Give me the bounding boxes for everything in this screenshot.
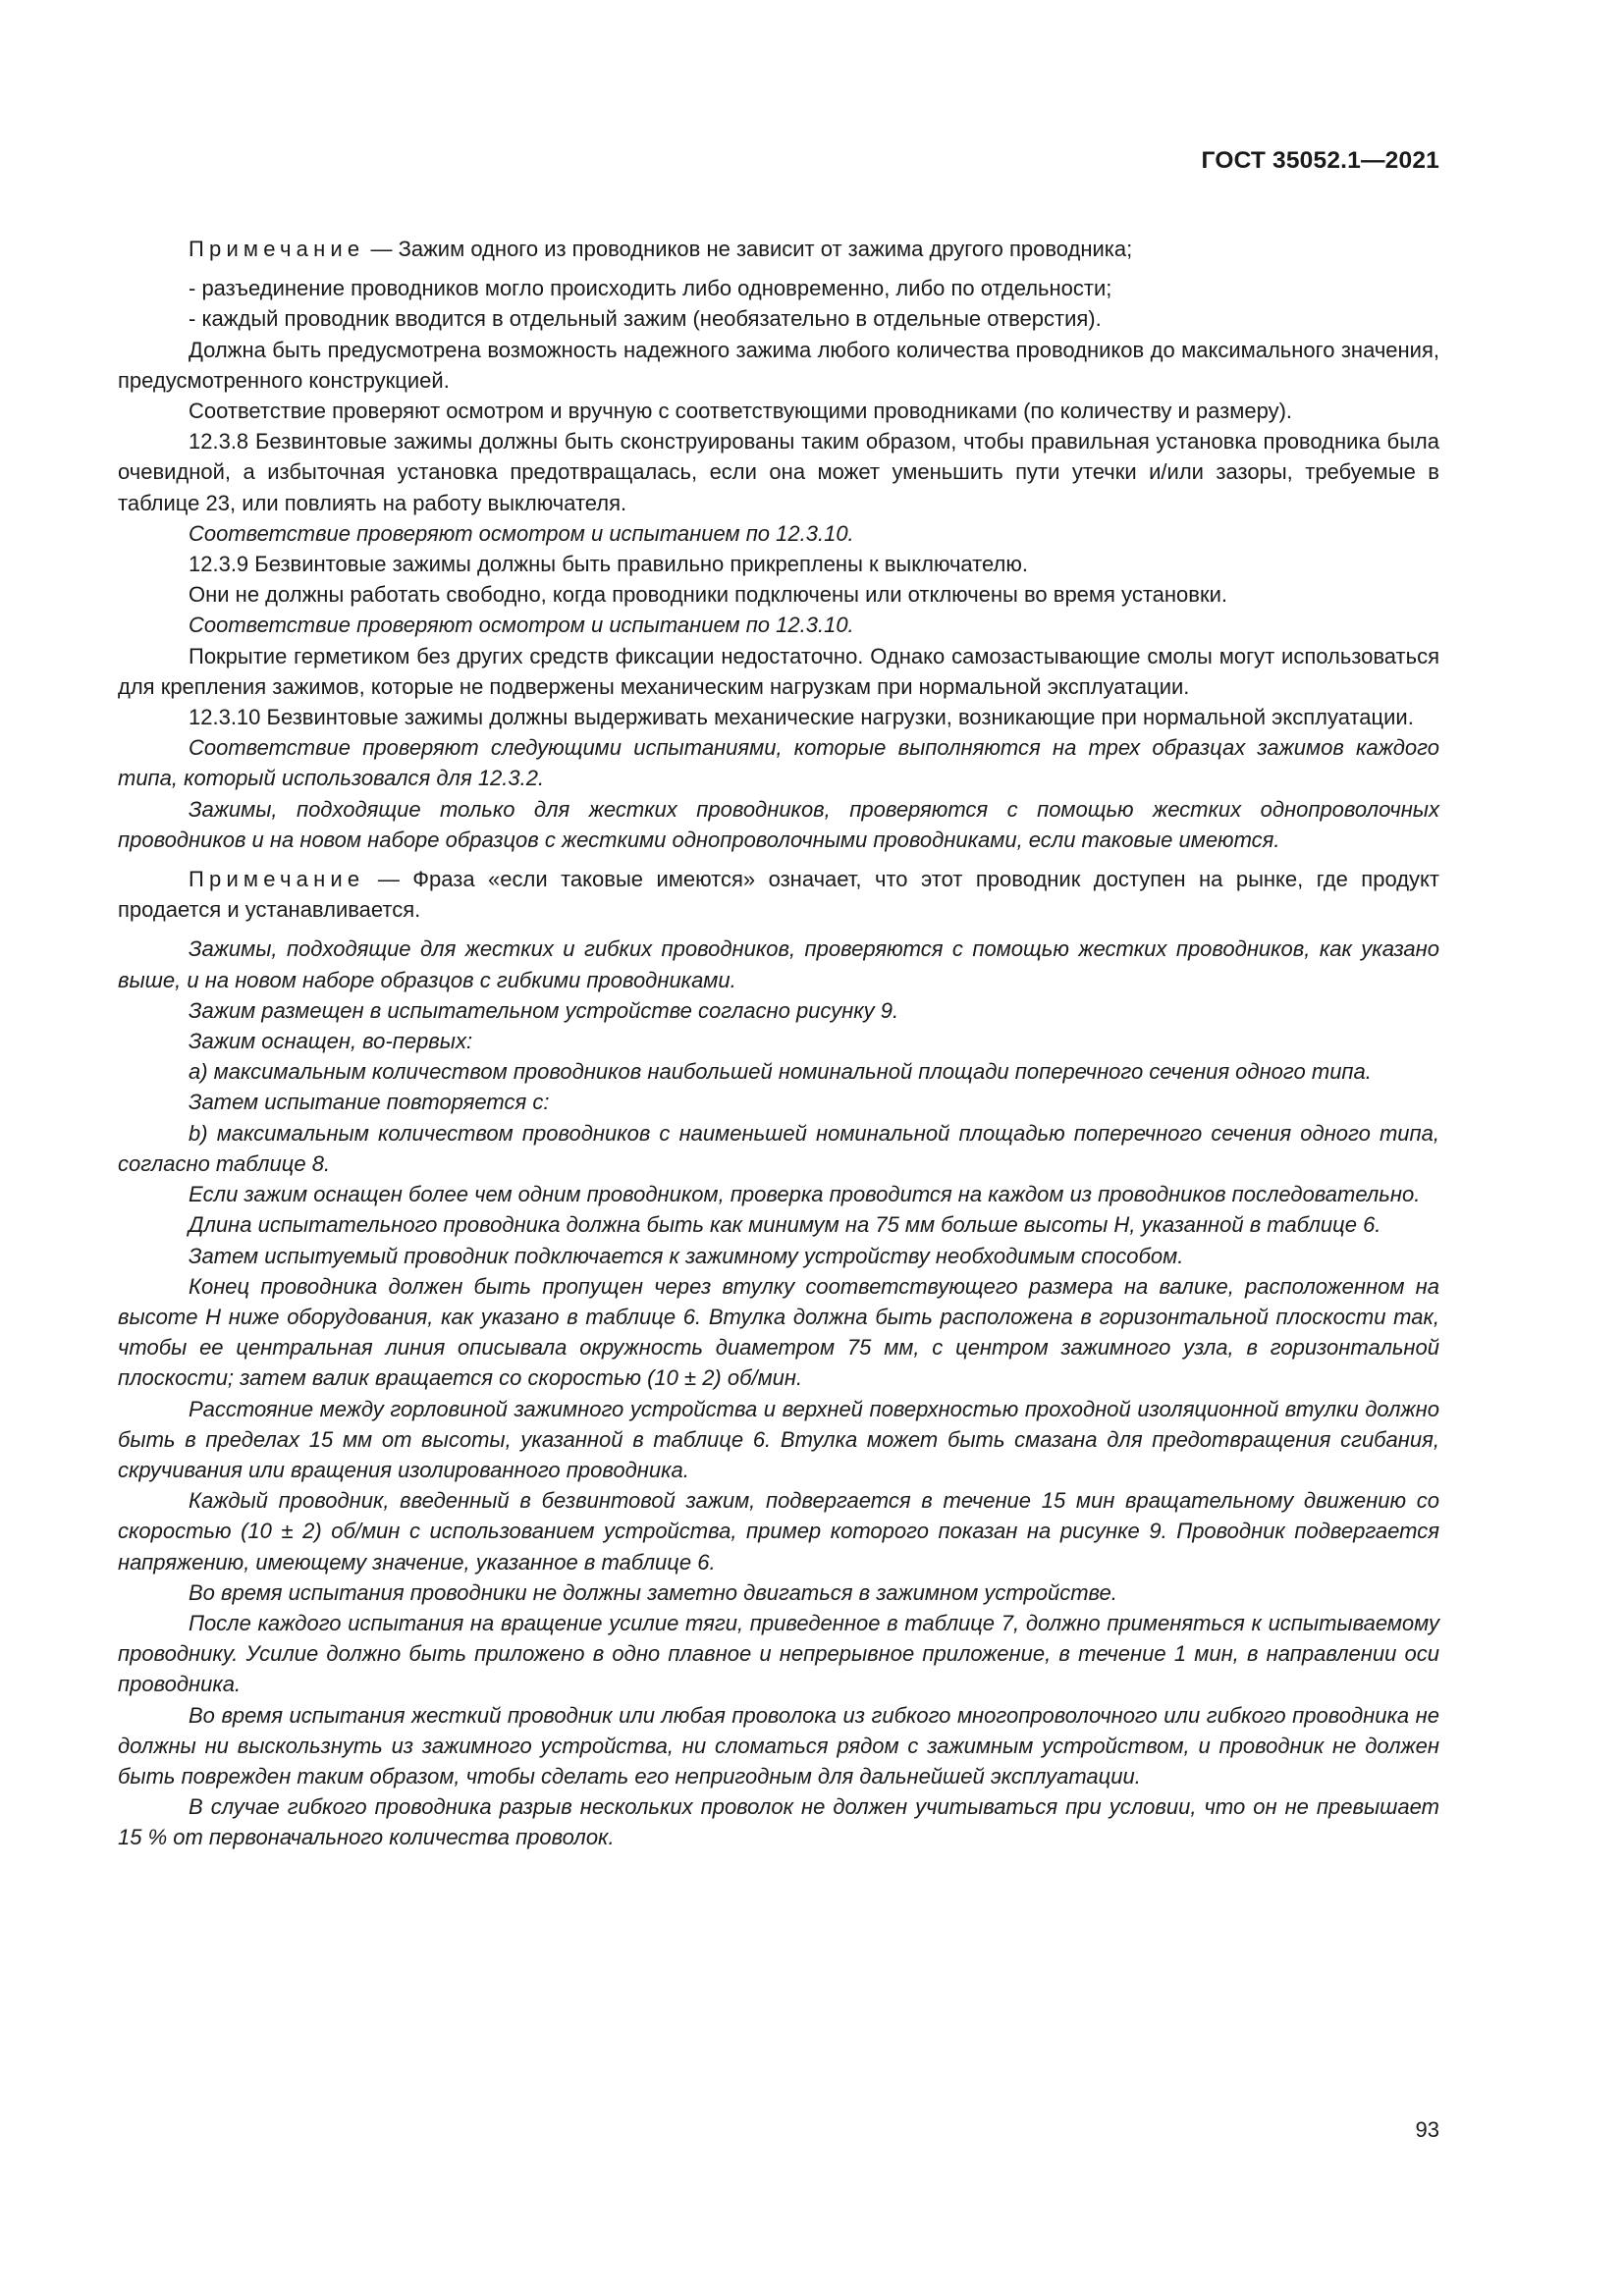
test-paragraph: Во время испытания жесткий проводник или любая проволока из гибкого многопроволочного или гибкого проводника не должны ни выскользнуть из зажимного устройства, ни сломаться рядом с зажимным устройством, и проводник не должен быть поврежден таким образом, чтобы сделать его непригодным для дальнейшей эксплуатации.: [118, 1702, 1439, 1789]
body-paragraph: Покрытие герметиком без других средств фиксации недостаточно. Однако самозастывающие смолы могут использоваться для крепления зажимов, которые не подвержены механическим нагрузкам при нормальной эксплуатации.: [118, 643, 1439, 699]
note-text: — Фраза «если таковые имеются» означает, что этот проводник доступен на рынке, где продукт продается и устанавливается.: [118, 867, 1439, 923]
clause-12-3-9-paragraph: 12.3.9 Безвинтовые зажимы должны быть правильно прикреплены к выключателю.: [189, 552, 1028, 577]
note-paragraph: [118, 234, 1439, 264]
test-paragraph: Зажим оснащен, во-первых:: [189, 1029, 473, 1054]
dash-list-item: - разъединение проводников могло происходить либо одновременно, либо по отдельности;: [189, 276, 1112, 301]
body-paragraph: Соответствие проверяют осмотром и вручную с соответствующими проводниками (по количеству и размеру).: [189, 399, 1293, 424]
note-paragraph: [118, 864, 1439, 925]
body-paragraph: Они не должны работать свободно, когда проводники подключены или отключены во время установки.: [189, 582, 1227, 608]
test-paragraph: Расстояние между горловиной зажимного устройства и верхней поверхностью проходной изоляционной втулки должно быть в пределах 15 мм от высоты, указанной в таблице 6. Втулка может быть смазана для предотвращения сгибания, скручивания или вращения изолированного проводника.: [118, 1396, 1439, 1482]
test-paragraph: После каждого испытания на вращение усилие тяги, приведенное в таблице 7, должно применяться к испытываемому проводнику. Усилие должно быть приложено в одно плавное и непрерывное приложение, в течение 1 мин, в направлении оси проводника.: [118, 1610, 1439, 1697]
test-list-item: a) максимальным количеством проводников наибольшей номинальной площади поперечного сечения одного типа.: [189, 1059, 1372, 1085]
document-id-header: ГОСТ 35052.1—2021: [1201, 147, 1439, 174]
note-text: — Зажим одного из проводников не зависит от зажима другого проводника;: [364, 237, 1133, 261]
dash-list-item: - каждый проводник вводится в отдельный зажим (необязательно в отдельные отверстия).: [189, 306, 1102, 332]
compliance-paragraph: Соответствие проверяют осмотром и испытанием по 12.3.10.: [189, 520, 854, 546]
test-paragraph: Зажимы, подходящие только для жестких проводников, проверяются с помощью жестких однопроволочных проводников и на новом наборе образцов с жесткими однопроволочными проводниками, если таковые имеются.: [118, 796, 1439, 852]
test-paragraph: Каждый проводник, введенный в безвинтовой зажим, подвергается в течение 15 мин вращательному движению со скоростью (10 ± 2) об/мин с использованием устройства, пример которого показан на рисунке 9. Проводник подвергается напряжению, имеющему значение, указанное в таблице 6.: [118, 1488, 1439, 1575]
clause-12-3-8-paragraph: 12.3.8 Безвинтовые зажимы должны быть сконструированы таким образом, чтобы правильная установка проводника была очевидной, а избыточная установка предотвращалась, если она может уменьшить пути утечки и/или зазоры, требуемые в таблице 23, или повлиять на работу выключателя.: [118, 429, 1439, 515]
test-paragraph: Затем испытуемый проводник подключается к зажимному устройству необходимым способом.: [189, 1243, 1184, 1268]
note-label: Примечание: [189, 237, 365, 261]
test-paragraph: Затем испытание повторяется с:: [189, 1090, 550, 1115]
page-number: 93: [1415, 2117, 1439, 2142]
clause-12-3-10-paragraph: 12.3.10 Безвинтовые зажимы должны выдерживать механические нагрузки, возникающие при нормальной эксплуатации.: [189, 705, 1414, 730]
test-paragraph: Если зажим оснащен более чем одним проводником, проверка проводится на каждом из проводников последовательно.: [189, 1182, 1421, 1207]
body-paragraph: Должна быть предусмотрена возможность надежного зажима любого количества проводников до максимального значения, предусмотренного конструкцией.: [118, 337, 1439, 393]
test-paragraph: Зажим размещен в испытательном устройстве согласно рисунку 9.: [189, 997, 899, 1023]
test-paragraph: В случае гибкого проводника разрыв нескольких проволок не должен учитываться при условии, что он не превышает 15 % от первоначального количества проволок.: [118, 1794, 1439, 1850]
test-paragraph: Зажимы, подходящие для жестких и гибких проводников, проверяются с помощью жестких проводников, как указано выше, и на новом наборе образцов с гибкими проводниками.: [118, 936, 1439, 992]
compliance-paragraph: Соответствие проверяют следующими испытаниями, которые выполняются на трех образцах зажимов каждого типа, который использовался для 12.3.2.: [118, 735, 1439, 791]
note-label: Примечание: [189, 867, 365, 892]
test-list-item: b) максимальным количеством проводников с наименьшей номинальной площадью поперечного сечения одного типа, согласно таблице 8.: [118, 1120, 1439, 1176]
test-paragraph: Во время испытания проводники не должны заметно двигаться в зажимном устройстве.: [189, 1579, 1117, 1605]
test-paragraph: Длина испытательного проводника должна быть как минимум на 75 мм больше высоты H, указанной в таблице 6.: [189, 1212, 1381, 1238]
page-content: [118, 225, 1439, 1853]
test-paragraph: Конец проводника должен быть пропущен через втулку соответствующего размера на валике, расположенном на высоте H ниже оборудования, как указано в таблице 6. Втулка должна быть расположена в горизонтальной плоскости так, чтобы ее центральная линия описывала окружность диаметром 75 мм, с центром зажимного узла, в горизонтальной плоскости; затем валик вращается со скоростью (10 ± 2) об/мин.: [118, 1273, 1439, 1391]
compliance-paragraph: Соответствие проверяют осмотром и испытанием по 12.3.10.: [189, 613, 854, 638]
